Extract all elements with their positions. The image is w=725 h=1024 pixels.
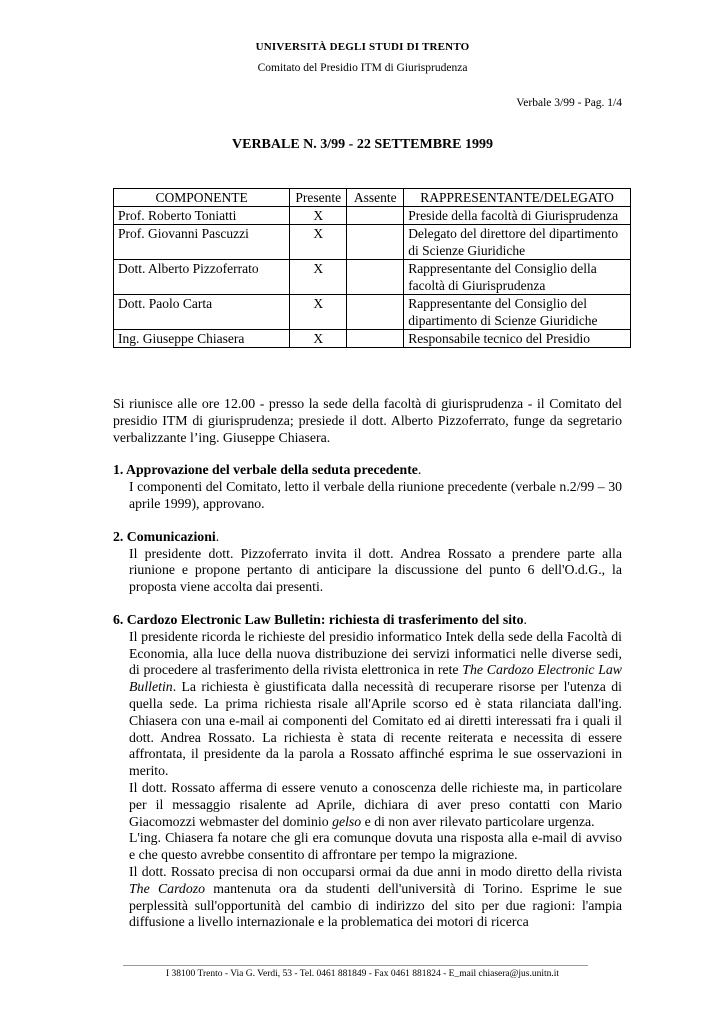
section-title: 2. Comunicazioni	[113, 528, 216, 544]
section-title: 1. Approvazione del verbale della seduta precedente	[113, 462, 418, 478]
section-paragraph: L'ing. Chiasera fa notare che gli era comunque dovuta una risposta alla e-mail di avviso e che questo avrebbe consentito di affrontare per tempo la migrazione.	[129, 830, 622, 863]
footer-address: I 38100 Trento - Via G. Verdi, 53 - Tel. 0461 881849 - Fax 0461 881824 - E_mail chiasera@jus.unitn.it	[165, 969, 560, 979]
table-row	[114, 225, 631, 260]
table-row	[114, 330, 631, 348]
text-run: Il presidente ricorda le richieste del presidio informatico Intek della sede della Facoltà di Economia, alla luce della nuova distribuzione dei servizi informatici nelle diverse sedi, di procedere al trasferimento della rivista elettronica in rete	[129, 628, 622, 678]
assente-mark	[347, 295, 404, 330]
section-paragraph	[113, 864, 622, 931]
table-row	[114, 260, 631, 295]
column-header-assente: Assente	[347, 189, 404, 207]
table-row	[114, 295, 631, 330]
column-header-componente: COMPONENTE	[114, 189, 290, 207]
section-paragraph	[113, 780, 622, 830]
journal-title: The Cardozo	[129, 880, 205, 896]
text-run: . La richiesta è giustificata dalla necessità di recuperare risorse per l'utenza di quella sede. La prima richiesta risale all'Aprile scorso ed è stata rilanciata dall'ing. Chiasera con una e-mail ai componenti del Comitato ed ai diretti interessati fra i quali il dott. Andrea Rossato. La richiesta è stata di recente reiterata e necessita di essere affrontata, il presidente da la parola a Rossato affinché esprima le sue osservazioni in merito.	[129, 679, 622, 779]
attendance-table	[113, 188, 631, 348]
presente-mark: X	[290, 260, 347, 295]
page-reference: Verbale 3/99 - Pag. 1/4	[516, 97, 622, 109]
section-paragraph	[113, 629, 622, 780]
section-title: 6. Cardozo Electronic Law Bulletin: richiesta di trasferimento del sito	[113, 611, 524, 627]
text-run: Il dott. Rossato afferma di essere venuto a conoscenza delle richieste ma, in particolare per il messaggio risalente ad Aprile, dichiara di aver preso contatti con Mario Giacomozzi webmaster del dominio	[129, 779, 622, 829]
journal-title: The Cardozo Electronic Law Bulletin	[129, 662, 622, 695]
section-heading: 2. Comunicazioni.	[113, 528, 220, 544]
minutes-body	[113, 396, 622, 931]
member-role: Delegato del direttore del dipartimento di Scienze Giuridiche	[404, 225, 631, 260]
assente-mark	[347, 330, 404, 348]
presente-mark: X	[290, 225, 347, 260]
member-role: Rappresentante del Consiglio del dipartimento di Scienze Giuridiche	[404, 295, 631, 330]
assente-mark	[347, 260, 404, 295]
domain-name: gelso	[332, 813, 362, 829]
committee-name: Comitato del Presidio ITM di Giurisprudenza	[257, 62, 468, 74]
table-header-row	[114, 189, 631, 207]
member-name: Ing. Giuseppe Chiasera	[114, 330, 290, 348]
text-run: Il dott. Rossato precisa di non occuparsi ormai da due anni in modo diretto della rivista	[129, 863, 622, 879]
column-header-rappresentante: RAPPRESENTANTE/DELEGATO	[404, 189, 631, 207]
intro-paragraph: Si riunisce alle ore 12.00 - presso la sede della facoltà di giurisprudenza - il Comitato del presidio ITM di giurisprudenza; presiede il dott. Alberto Pizzoferrato, funge da segretario verbalizzante l’ing. Giuseppe Chiasera.	[113, 396, 622, 445]
presente-mark: X	[290, 207, 347, 225]
text-run: mantenuta ora da studenti dell'università di Torino. Esprime le sue perplessità sull'opportunità del cambio di indirizzo del sito per due ragioni: l'ampia diffusione a livello internazionale e la problematica dei motori di ricerca	[129, 880, 622, 930]
column-header-presente: Presente	[290, 189, 347, 207]
member-name: Dott. Alberto Pizzoferrato	[114, 260, 290, 295]
section-paragraph: I componenti del Comitato, letto il verbale della riunione precedente (verbale n.2/99 – 30 aprile 1999), approvano.	[129, 479, 622, 511]
member-role: Preside della facoltà di Giurisprudenza	[404, 207, 631, 225]
section-heading: 6. Cardozo Electronic Law Bulletin: richiesta di trasferimento del sito.	[113, 611, 527, 627]
university-name: UNIVERSITÀ DEGLI STUDI DI TRENTO	[255, 41, 470, 53]
member-name: Prof. Roberto Toniatti	[114, 207, 290, 225]
assente-mark	[347, 207, 404, 225]
presente-mark: X	[290, 295, 347, 330]
section-paragraph: Il presidente dott. Pizzoferrato invita il dott. Andrea Rossato a prendere parte alla riunione e propone pertanto di anticipare la discussione del punto 6 dell'O.d.G., la proposta viene accolta dai presenti.	[129, 545, 622, 595]
text-run: e di non aver rilevato particolare urgenza.	[361, 813, 595, 829]
member-role: Rappresentante del Consiglio della facoltà di Giurisprudenza	[404, 260, 631, 295]
member-name: Dott. Paolo Carta	[114, 295, 290, 330]
member-name: Prof. Giovanni Pascuzzi	[114, 225, 290, 260]
footer-divider	[123, 965, 588, 966]
document-title: VERBALE N. 3/99 - 22 SETTEMBRE 1999	[232, 137, 493, 152]
section-heading: 1. Approvazione del verbale della seduta precedente.	[113, 462, 422, 478]
member-role: Responsabile tecnico del Presidio	[404, 330, 631, 348]
presente-mark: X	[290, 330, 347, 348]
table-row	[114, 207, 631, 225]
assente-mark	[347, 225, 404, 260]
